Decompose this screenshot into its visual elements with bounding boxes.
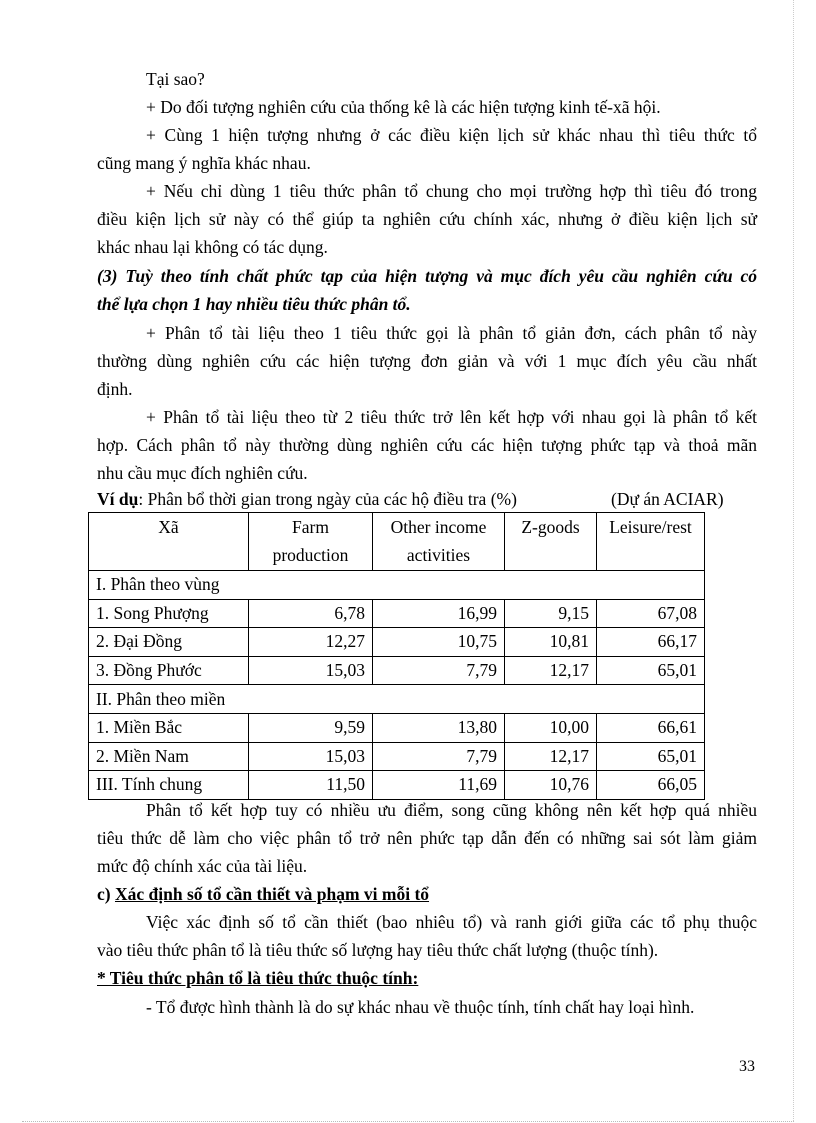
table-row <box>89 628 705 657</box>
col-header-zgoods: Z-goods <box>505 513 597 571</box>
paragraph-line: hợp. Cách phân tổ này thường dùng nghiên cứu các hiện tượng phức tạp và thoả mãn <box>97 435 757 455</box>
table-group-row <box>89 571 705 600</box>
example-source: (Dự án ACIAR) <box>611 489 724 509</box>
cell-farm: 12,27 <box>249 628 373 657</box>
cell-other: 10,75 <box>373 628 505 657</box>
cell-farm: 15,03 <box>249 742 373 771</box>
table-row <box>89 713 705 742</box>
paragraph-line: tiêu thức dễ làm cho việc phân tổ trở nên phức tạp dẫn đến có những sai sót làm giảm <box>97 828 757 848</box>
cell-leisure: 65,01 <box>597 656 705 685</box>
paragraph-line: + Phân tổ tài liệu theo từ 2 tiêu thức trở lên kết hợp với nhau gọi là phân tổ kết <box>146 407 757 427</box>
table-row <box>89 771 705 800</box>
table-row <box>89 599 705 628</box>
table-row <box>89 742 705 771</box>
table-row <box>89 656 705 685</box>
cell-leisure: 66,05 <box>597 771 705 800</box>
paragraph-line: + Phân tổ tài liệu theo 1 tiêu thức gọi là phân tổ giản đơn, cách phân tổ này <box>146 323 757 343</box>
paragraph-line: thường dùng nghiên cứu các hiện tượng đơn giản và với 1 mục đích yêu cầu nhất <box>97 351 757 371</box>
paragraph-line: nhu cầu mục đích nghiên cứu. <box>97 463 308 483</box>
section-heading-c <box>97 883 429 905</box>
cell-zgoods: 12,17 <box>505 742 597 771</box>
page-number: 33 <box>739 1058 755 1075</box>
row-label: 1. Song Phượng <box>89 599 249 628</box>
cell-zgoods: 10,76 <box>505 771 597 800</box>
paragraph-line: khác nhau lại không có tác dụng. <box>97 237 328 257</box>
cell-farm: 6,78 <box>249 599 373 628</box>
section-prefix: c) <box>97 884 115 904</box>
paragraph-line: + Nếu chỉ dùng 1 tiêu thức phân tổ chung cho mọi trường hợp thì tiêu đó trong <box>146 181 757 201</box>
paragraph-line: định. <box>97 379 133 399</box>
page-border-right <box>793 0 794 1121</box>
col-header-xa: Xã <box>89 513 249 571</box>
table-header-row <box>89 513 705 571</box>
row-label: 3. Đồng Phước <box>89 656 249 685</box>
cell-farm: 15,03 <box>249 656 373 685</box>
cell-other: 13,80 <box>373 713 505 742</box>
cell-zgoods: 10,81 <box>505 628 597 657</box>
col-header-other-income: Other income activities <box>373 513 505 571</box>
row-label: III. Tính chung <box>89 771 249 800</box>
paragraph-line: Tại sao? <box>146 69 205 89</box>
cell-leisure: 67,08 <box>597 599 705 628</box>
cell-leisure: 66,61 <box>597 713 705 742</box>
section-title: Xác định số tổ cần thiết và phạm vi mỗi tổ <box>114 884 430 904</box>
paragraph-line: + Do đối tượng nghiên cứu của thống kê là các hiện tượng kinh tế-xã hội. <box>146 97 661 117</box>
cell-other: 11,69 <box>373 771 505 800</box>
cell-zgoods: 9,15 <box>505 599 597 628</box>
cell-other: 7,79 <box>373 742 505 771</box>
paragraph-line: - Tổ được hình thành là do sự khác nhau về thuộc tính, tính chất hay loại hình. <box>146 997 695 1017</box>
table-group-row <box>89 685 705 714</box>
time-allocation-table <box>88 512 705 800</box>
section-heading-3: thể lựa chọn 1 hay nhiều tiêu thức phân tổ. <box>97 294 411 314</box>
example-caption <box>97 488 517 510</box>
example-label: Ví dụ <box>97 489 139 509</box>
cell-farm: 11,50 <box>249 771 373 800</box>
group-label: I. Phân theo vùng <box>89 571 705 600</box>
paragraph-line: điều kiện lịch sử này có thể giúp ta nghiên cứu chính xác, nhưng ở điều kiện lịch sử <box>97 209 757 229</box>
col-header-farm: Farm production <box>249 513 373 571</box>
subsection-heading: * Tiêu thức phân tổ là tiêu thức thuộc tính: <box>97 968 419 988</box>
section-heading-3: (3) Tuỳ theo tính chất phức tạp của hiện tượng và mục đích yêu cầu nghiên cứu có <box>97 266 757 286</box>
col-header-leisure: Leisure/rest <box>597 513 705 571</box>
cell-farm: 9,59 <box>249 713 373 742</box>
paragraph-line: Việc xác định số tổ cần thiết (bao nhiêu tổ) và ranh giới giữa các tổ phụ thuộc <box>146 912 757 932</box>
paragraph-line: Phân tổ kết hợp tuy có nhiều ưu điểm, song cũng không nên kết hợp quá nhiều <box>146 800 757 820</box>
cell-zgoods: 12,17 <box>505 656 597 685</box>
row-label: 1. Miền Bắc <box>89 713 249 742</box>
cell-leisure: 65,01 <box>597 742 705 771</box>
paragraph-line: + Cùng 1 hiện tượng nhưng ở các điều kiện lịch sử khác nhau thì tiêu thức tổ <box>146 125 757 145</box>
cell-other: 16,99 <box>373 599 505 628</box>
paragraph-line: cũng mang ý nghĩa khác nhau. <box>97 153 311 173</box>
page-border-bottom <box>22 1121 794 1122</box>
cell-zgoods: 10,00 <box>505 713 597 742</box>
example-text: : Phân bổ thời gian trong ngày của các hộ điều tra (%) <box>138 489 517 509</box>
row-label: 2. Đại Đồng <box>89 628 249 657</box>
cell-leisure: 66,17 <box>597 628 705 657</box>
paragraph-line: vào tiêu thức phân tổ là tiêu thức số lượng hay tiêu thức chất lượng (thuộc tính). <box>97 940 659 960</box>
group-label: II. Phân theo miền <box>89 685 705 714</box>
row-label: 2. Miền Nam <box>89 742 249 771</box>
cell-other: 7,79 <box>373 656 505 685</box>
paragraph-line: mức độ chính xác của tài liệu. <box>97 856 308 876</box>
